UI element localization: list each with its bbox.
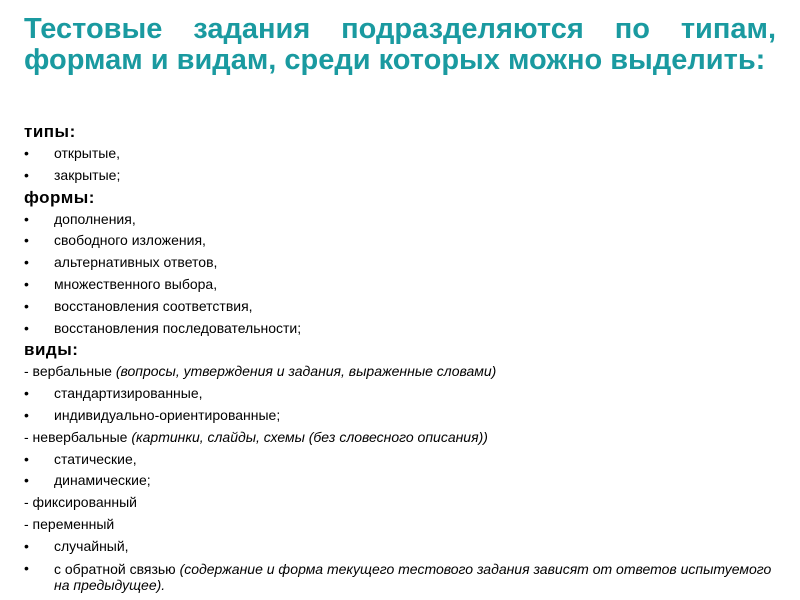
variable-line: - переменный (24, 515, 115, 532)
nonverbal-note: (картинки, слайды, схемы (без словесного описания)) (131, 428, 488, 445)
list-item-text: случайный, (54, 537, 129, 554)
fixed-line: - фиксированный (24, 494, 137, 511)
feedback-label: с обратной связью (54, 560, 180, 577)
list-item-text: индивидуально-ориентированные; (54, 406, 281, 423)
list-item-text: дополнения, (54, 210, 136, 227)
bullet-icon: • (24, 166, 29, 183)
bullet-icon: • (24, 297, 29, 314)
list-item (24, 536, 776, 558)
list-item-text (54, 558, 776, 593)
bullet-icon: • (24, 254, 29, 271)
bullet-icon: • (24, 145, 29, 161)
bullet-icon: • (24, 210, 29, 227)
list-item-text: восстановления соответствия, (54, 297, 253, 314)
list-item (24, 296, 776, 318)
list-item-text: множественного выбора, (54, 275, 218, 292)
bullet-icon: • (24, 472, 29, 489)
bullet-icon: • (24, 385, 29, 402)
list-item-text: стандартизированные, (54, 385, 203, 402)
list-item-text: закрытые; (54, 166, 121, 183)
kinds-heading: виды: (24, 340, 79, 360)
slide-title: Тестовые задания подразделяются по типам, формам и видам, среди которых можно выделить: (24, 13, 776, 76)
bullet-icon: • (24, 406, 29, 423)
bullet-icon: • (24, 559, 29, 576)
nonverbal-line (24, 427, 776, 449)
bullet-icon: • (24, 319, 29, 336)
feedback-note: (содержание и форма текущего тестового задания зависят от ответов испытуемого на предыдущее). (54, 560, 772, 593)
list-item-text: статические, (54, 450, 137, 467)
list-item (24, 449, 776, 471)
list-item (24, 274, 776, 296)
verbal-note: (вопросы, утверждения и задания, выраженные словами) (115, 363, 497, 380)
list-item (24, 318, 776, 340)
bullet-icon: • (24, 232, 29, 249)
list-item (24, 470, 776, 492)
list-item-text: свободного изложения, (54, 232, 206, 249)
bullet-icon: • (24, 537, 29, 554)
list-item (24, 165, 776, 187)
list-item-text: восстановления последовательности; (54, 319, 302, 336)
list-item (24, 230, 776, 252)
list-item-text: динамические; (54, 472, 151, 489)
list-item (24, 558, 776, 593)
list-item (24, 143, 776, 165)
list-item (24, 383, 776, 405)
list-item (24, 209, 776, 231)
bullet-icon: • (24, 275, 29, 292)
list-item (24, 405, 776, 427)
verbal-label: - вербальные (24, 363, 116, 380)
verbal-line (24, 361, 776, 383)
nonverbal-label: - невербальные (24, 428, 132, 445)
list-item-text: альтернативных ответов, (54, 254, 218, 271)
list-item-text: открытые, (54, 145, 121, 161)
bullet-icon: • (24, 450, 29, 467)
forms-heading: формы: (24, 187, 95, 207)
slide-content (24, 121, 776, 593)
types-heading: типы: (24, 122, 76, 141)
list-item (24, 252, 776, 274)
